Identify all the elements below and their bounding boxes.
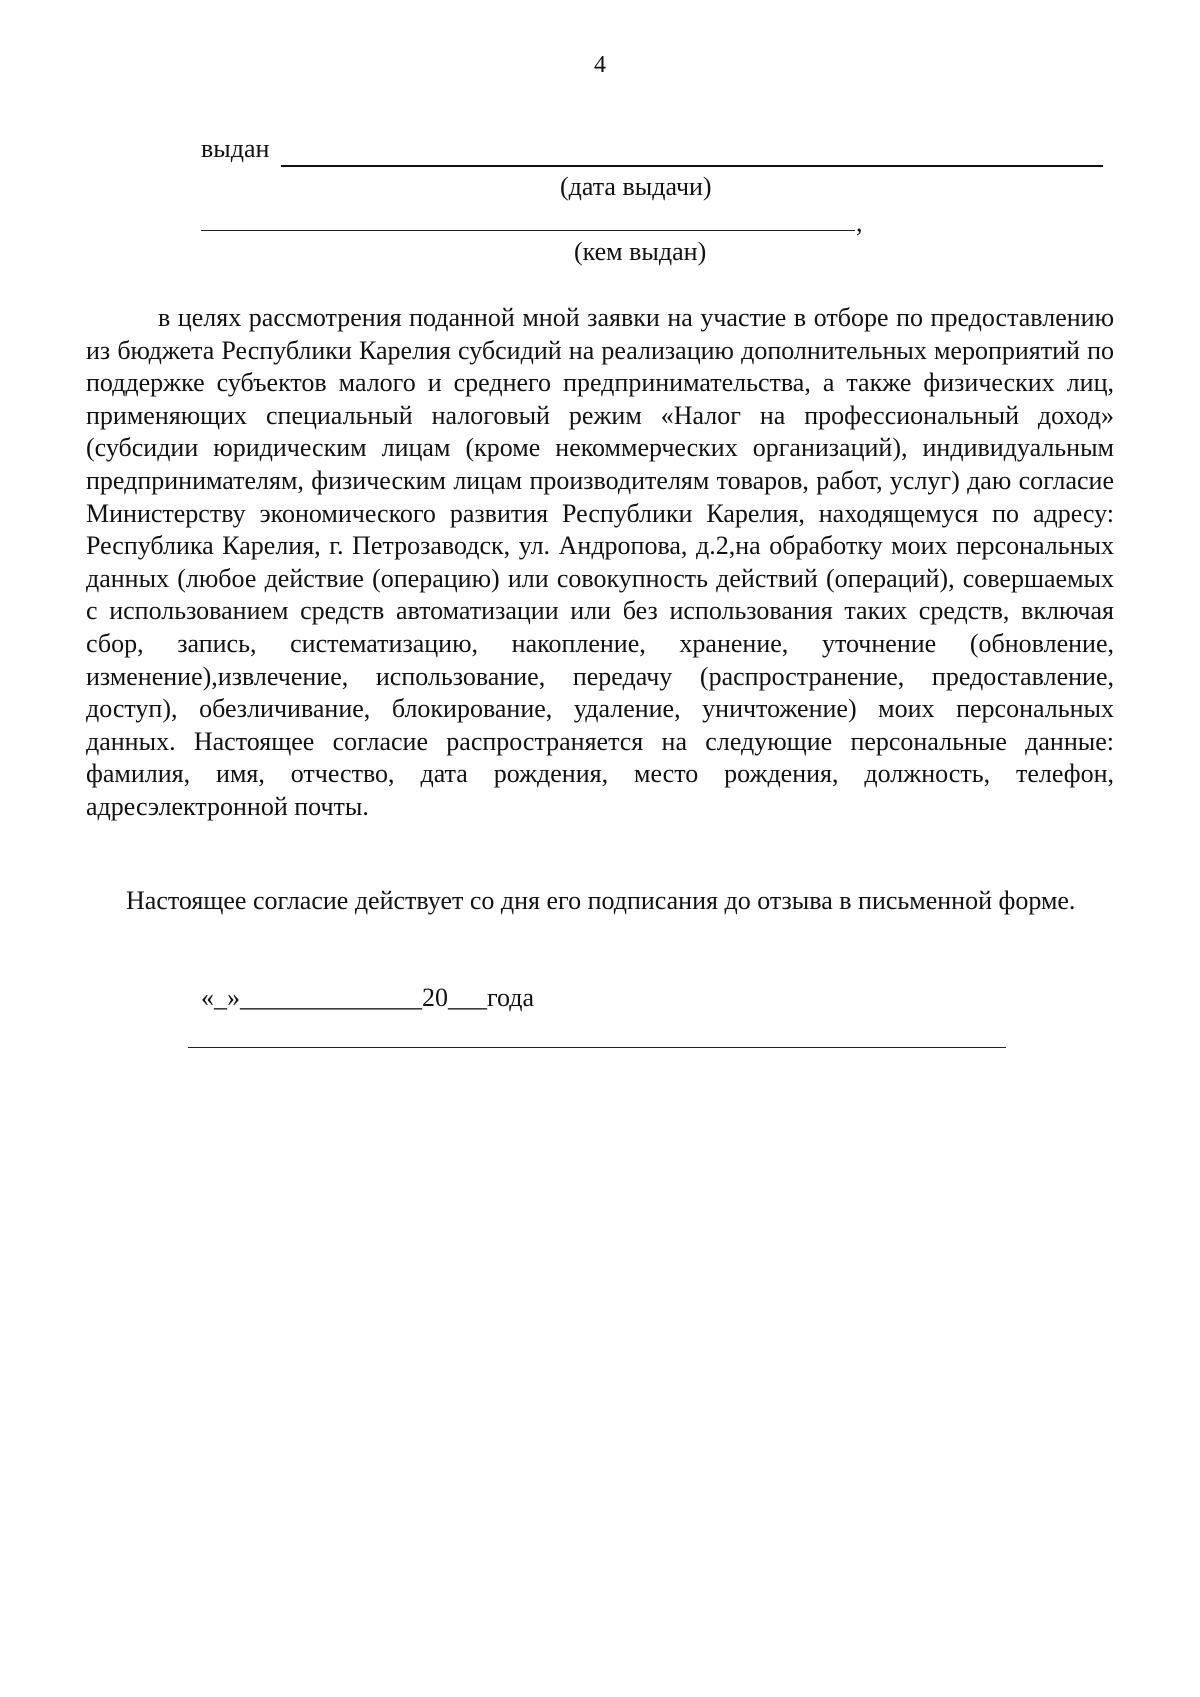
signature-date: «_»______________20___года: [201, 983, 535, 1012]
page-number: 4: [594, 52, 606, 78]
issued-row: [201, 134, 1101, 168]
issue-date-caption: (дата выдачи): [560, 172, 712, 201]
issue-date-line: [281, 165, 1103, 167]
consent-paragraph: в целях рассмотрения поданной мной заявки на участие в отборе по предоставлению из бюджета Республики Карелия субсидий на реализацию дополнительных мероприятий по поддержке субъектов малого и среднего предпринимательства, а также физических лиц, применяющих специальный налоговый режим «Налог на профессиональный доход» (субсидии юридическим лицам (кроме некоммерческих организаций), индивидуальным предпринимателям, физическим лицам производителям товаров, работ, услуг) даю согласие Министерству экономического развития Республики Карелия, находящемуся по адресу: Республика Карелия, г. Петрозаводск, ул. Андропова, д.2,на обработку моих персональных данных (любое действие (операцию) или совокупность действий (операций), совершаемых с использованием средств автоматизации или без использования таких средств, включая сбор, запись, систематизацию, накопление, хранение, уточнение (обновление, изменение),извлечение, использование, передачу (распространение, предоставление, доступ), обезличивание, блокирование, удаление, уничтожение) моих персональных данных. Настоящее согласие распространяется на следующие персональные данные: фамилия, имя, отчество, дата рождения, место рождения, должность, телефон, адресэлектронной почты.: [86, 303, 1114, 821]
issuer-comma: ,: [856, 208, 863, 237]
issued-label: выдан: [201, 134, 270, 163]
validity-paragraph: Настоящее согласие действует со дня его подписания до отзыва в письменной форме.: [126, 886, 1076, 915]
issuer-line: [201, 230, 855, 231]
signature-line: [188, 1047, 1006, 1048]
issuer-caption: (кем выдан): [574, 237, 707, 266]
